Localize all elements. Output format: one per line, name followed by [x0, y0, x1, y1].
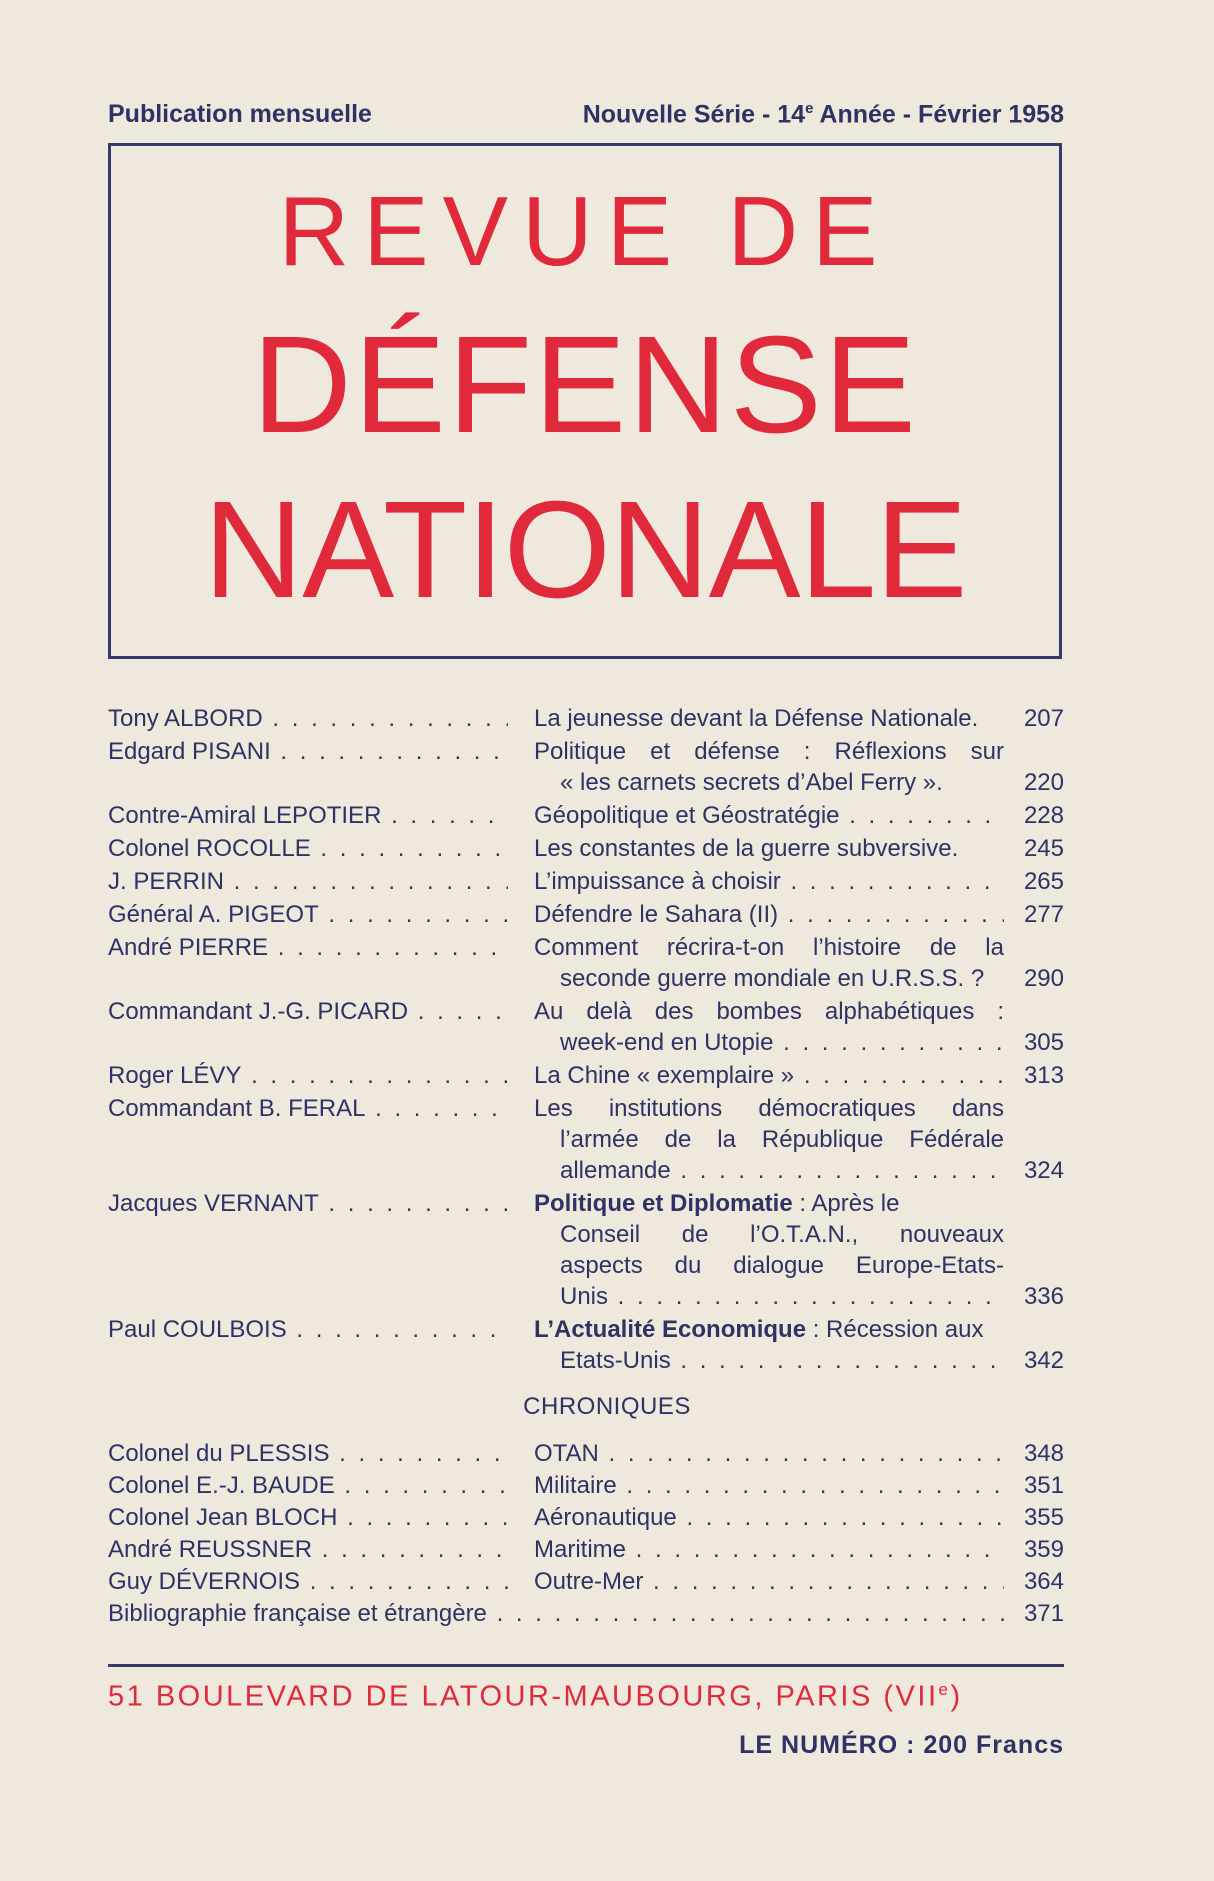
chronique-topic: Maritime . . . — [534, 1534, 1004, 1566]
toc-article: Géopolitique et Géostratégie . . . — [534, 800, 1004, 831]
chronique-page: 355 — [1023, 1504, 1064, 1531]
chronique-page: 364 — [1023, 1568, 1064, 1595]
toc-article: La jeunesse devant la Défense Nationale. — [534, 705, 979, 732]
toc-entry — [108, 1314, 1064, 1376]
toc-entry — [108, 932, 1064, 994]
toc-page: 277 — [1023, 901, 1064, 928]
toc-article: Politique et défense : Réflexions sur « les carnets secrets d’Abel Ferry ». — [534, 738, 1004, 796]
title-line-2: DÉFENSE — [252, 308, 918, 462]
toc-entry — [108, 1188, 1064, 1312]
publisher-address: 51 BOULEVARD DE LATOUR-MAUBOURG, PARIS (VIIe) — [108, 1680, 963, 1713]
toc-article: Défendre le Sahara (II) . . . — [534, 899, 1004, 930]
toc-article: L’impuissance à choisir . . . — [534, 866, 1004, 897]
toc-author: Jacques VERNANT . . . — [108, 1188, 508, 1219]
toc-author: Tony ALBORD . . . — [108, 703, 508, 734]
chronique-author: Colonel E.-J. BAUDE . . . — [108, 1470, 508, 1502]
chronique-topic: Militaire . . . — [534, 1470, 1004, 1502]
bibliography-label: Bibliographie française et étrangère . . . — [108, 1598, 1004, 1630]
publication-frequency: Publication mensuelle — [108, 100, 372, 128]
toc-article: La Chine « exemplaire » . . . — [534, 1060, 1004, 1091]
chronique-author: Guy DÉVERNOIS . . . — [108, 1566, 508, 1598]
chronique-topic: Aéronautique . . . — [534, 1502, 1004, 1534]
issue-price: LE NUMÉRO : 200 Francs — [739, 1731, 1064, 1759]
title-box — [108, 143, 1062, 659]
toc-page: 342 — [1023, 1347, 1064, 1374]
toc-author: Paul COULBOIS . . . — [108, 1314, 508, 1345]
toc-page: 207 — [1023, 705, 1064, 732]
footer-divider — [108, 1664, 1064, 1667]
toc-entry — [108, 833, 1064, 864]
toc-entry — [108, 1060, 1064, 1091]
toc-page: 220 — [1023, 769, 1064, 796]
toc-page: 245 — [1023, 835, 1064, 862]
toc-article: Politique et Diplomatie : Après le Conseil de l’O.T.A.N., nouveaux aspects du dialogue Europe-Etats- Unis . . . — [534, 1188, 1004, 1312]
bibliography-entry — [108, 1598, 1064, 1630]
toc-author: André PIERRE . . . — [108, 932, 508, 963]
section-label: L’Actualité Economique — [534, 1316, 807, 1343]
toc-article: Comment récrira-t-on l’histoire de la seconde guerre mondiale en U.R.S.S. ? — [534, 934, 1004, 992]
toc-entry — [108, 996, 1064, 1058]
chronique-entry — [108, 1470, 1064, 1502]
chronique-page: 359 — [1023, 1536, 1064, 1563]
chronique-page: 348 — [1023, 1440, 1064, 1467]
toc-page: 305 — [1023, 1029, 1064, 1056]
chronique-topic: OTAN . . . — [534, 1438, 1004, 1470]
toc-article: Les constantes de la guerre subversive. — [534, 835, 959, 862]
chronique-entry — [108, 1534, 1064, 1566]
chroniques-list — [108, 1438, 1064, 1630]
bibliography-page: 371 — [1023, 1600, 1064, 1627]
chronique-entry — [108, 1438, 1064, 1470]
issue-info: Nouvelle Série - 14e Année - Février 1958 — [582, 100, 1064, 129]
toc-entry — [108, 899, 1064, 930]
chronique-author: André REUSSNER . . . — [108, 1534, 508, 1566]
toc-page: 265 — [1023, 868, 1064, 895]
chronique-page: 351 — [1023, 1472, 1064, 1499]
chroniques-heading: CHRONIQUES — [523, 1393, 691, 1420]
toc-author: Roger LÉVY . . . — [108, 1060, 508, 1091]
chronique-author: Colonel du PLESSIS . . . — [108, 1438, 508, 1470]
toc-entry — [108, 736, 1064, 798]
toc-article: Les institutions démocratiques dans l’armée de la République Fédérale allemande . . . — [534, 1093, 1004, 1186]
toc-entry — [108, 1093, 1064, 1186]
title-line-3: NATIONALE — [203, 473, 967, 627]
toc-page: 290 — [1023, 965, 1064, 992]
toc-author: Colonel ROCOLLE . . . — [108, 833, 508, 864]
toc-page: 324 — [1023, 1157, 1064, 1184]
toc-article: L’Actualité Economique : Récession aux Etats-Unis . . . — [534, 1314, 1004, 1376]
toc-author: Général A. PIGEOT . . . — [108, 899, 508, 930]
chronique-entry — [108, 1566, 1064, 1598]
toc-entry — [108, 703, 1064, 734]
toc-page: 313 — [1023, 1062, 1064, 1089]
chronique-entry — [108, 1502, 1064, 1534]
table-of-contents — [108, 703, 1064, 1378]
title-line-1: REVUE DE — [278, 176, 892, 286]
toc-page: 336 — [1023, 1283, 1064, 1310]
toc-article: Au delà des bombes alphabétiques : week-end en Utopie . . . — [534, 996, 1004, 1058]
toc-author: J. PERRIN . . . — [108, 866, 508, 897]
toc-entry — [108, 800, 1064, 831]
toc-author: Commandant J.-G. PICARD . . . — [108, 996, 508, 1027]
toc-author: Edgard PISANI . . . — [108, 736, 508, 767]
toc-author: Contre-Amiral LEPOTIER . . . — [108, 800, 508, 831]
toc-author: Commandant B. FERAL . . . — [108, 1093, 508, 1124]
chronique-author: Colonel Jean BLOCH . . . — [108, 1502, 508, 1534]
toc-entry — [108, 866, 1064, 897]
section-label: Politique et Diplomatie — [534, 1190, 793, 1217]
chronique-topic: Outre-Mer . . . — [534, 1566, 1004, 1598]
toc-page: 228 — [1023, 802, 1064, 829]
